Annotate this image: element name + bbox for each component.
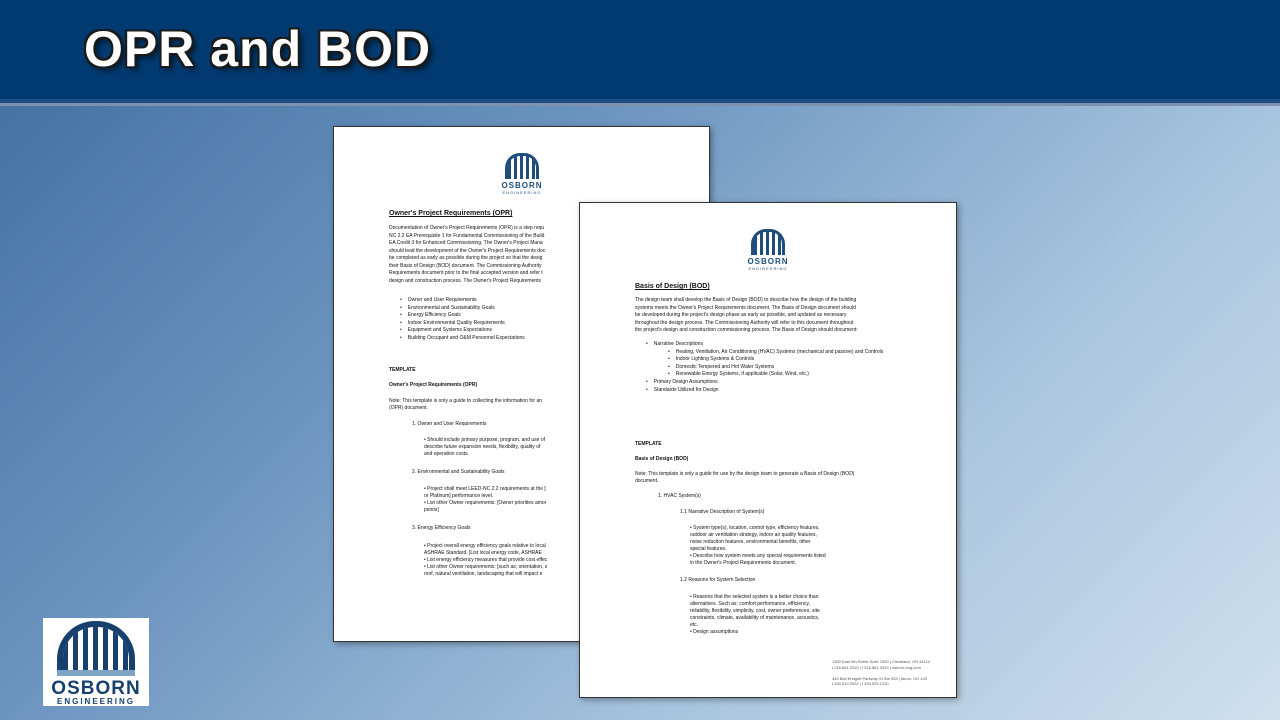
opr-doc-logo bbox=[492, 153, 552, 195]
opr-doc-section-3-text: • Project overall energy efficiency goals relative to local ASHRAE Standard. [List local energy code, ASHRAE • List energy efficiency measures that provide cost effec • List other Owner requirements: [such as; orientation, s roof, natural ventilation, landscaping that will impact e bbox=[424, 543, 548, 577]
logo-base-bar bbox=[57, 670, 135, 676]
bod-doc-section-1-1-text: • System type(s), location, control type, efficiency features, outdoor air ventilation strategy, indoor air quality features, noise reduction features, environmental benefits, other special features. • Describe how system meets any special requirements listed in the Owner's Project Requirements document. bbox=[690, 525, 826, 566]
opr-doc-section-2-text: • Project shall meet LEED-NC 2.2 requirements at the [ or Platinum] performance level. • List other Owner requirements: [Owner priorities amor points] bbox=[424, 486, 547, 513]
logo-name: OSBORN bbox=[51, 678, 141, 699]
list-item: • Indoor Lighting Systems & Controls bbox=[646, 356, 946, 364]
opr-doc-section-1-text: • Should include primary purpose, program, and use of describe future expansion needs, flexibility, quality of and operation costs. bbox=[424, 437, 545, 457]
bod-doc-title: Basis of Design (BOD) bbox=[635, 283, 710, 290]
osborn-logo-icon bbox=[751, 229, 785, 255]
opr-doc-section-2: 2. Environmental and Sustainability Goals bbox=[412, 469, 505, 475]
opr-doc-bullets bbox=[400, 297, 525, 343]
list-item: • Narrative Descriptions bbox=[646, 341, 946, 349]
opr-doc-section-1: 1. Owner and User Requirements bbox=[412, 421, 487, 427]
list-item: • Primary Design Assumptions bbox=[646, 379, 946, 387]
opr-doc-note: Note: This template is only a guide to collecting the information for an (OPR) document. bbox=[389, 398, 543, 411]
list-item: • Indoor Environmental Quality Requirements bbox=[400, 320, 525, 328]
bod-doc-template-label: TEMPLATE bbox=[635, 441, 662, 447]
list-item: • Heating, Ventilation, Air Conditioning (HVAC) Systems (mechanical and passive) and Controls bbox=[646, 349, 946, 357]
list-item: • Energy Efficiency Goals bbox=[400, 312, 525, 320]
opr-doc-logo-tagline: ENGINEERING bbox=[502, 190, 542, 195]
bod-doc-logo-name: OSBORN bbox=[747, 257, 789, 266]
bod-doc-section-1-2-text: • Reasons that the selected system is a better choice than alternatives. Such as; comfort performance, efficiency, reliability, flexibility, simplicity, cost, owner preferences, site constraints, climate, availability of maintenance, acoustics, etc. • Design assumptions bbox=[690, 594, 820, 635]
bod-doc-logo-tagline: ENGINEERING bbox=[748, 266, 788, 271]
slide-title: OPR and BOD bbox=[84, 21, 432, 77]
opr-doc-template-label: TEMPLATE bbox=[389, 367, 416, 373]
bod-doc-template-title: Basis of Design (BOD) bbox=[635, 456, 689, 462]
list-item: • Domestic Tempered and Hot Water Systems bbox=[646, 364, 946, 372]
opr-doc-title: Owner's Project Requirements (OPR) bbox=[389, 210, 513, 217]
opr-doc-intro: Documentation of Owner's Project Requirements (OPR) is a step requ NC 2.2 EA Prerequisite 1 for Fundamental Commissioning of the Build EA Credit 3 for Enhanced Commissioning. The Owner's Project Mana should lead the development of the Owner's Project Requirements doc be completed as early as possible during the project so that the desig their Basis of Design (BOD) document. The Commissioning Authority Requirements document prior to the final accepted version and refer t design and construction process. The Owner's Project Requirements bbox=[389, 225, 546, 284]
bod-doc-section-1: 1. HVAC System(s) bbox=[658, 493, 701, 499]
list-item: • Building Occupant and O&M Personnel Expectations bbox=[400, 335, 525, 343]
osborn-logo-icon bbox=[57, 621, 135, 673]
bod-doc-logo bbox=[738, 229, 798, 271]
slide-header bbox=[0, 0, 1280, 106]
osborn-logo-icon bbox=[505, 153, 539, 179]
list-item: • Renewable Energy Systems, if applicable (Solar, Wind, etc.) bbox=[646, 371, 946, 379]
bod-document-image bbox=[579, 202, 957, 698]
list-item: • Equipment and Systems Expectations bbox=[400, 327, 525, 335]
list-item: • Environmental and Sustainability Goals bbox=[400, 305, 525, 313]
bod-doc-section-1-2: 1.2 Reasons for System Selection bbox=[680, 577, 756, 583]
company-logo bbox=[43, 618, 149, 706]
bod-doc-section-1-1: 1.1 Narrative Description of System(s) bbox=[680, 509, 765, 515]
opr-doc-section-3: 3. Energy Efficiency Goals bbox=[412, 525, 471, 531]
bod-doc-bullets bbox=[646, 341, 946, 394]
opr-doc-logo-name: OSBORN bbox=[501, 181, 543, 190]
list-item: • Standards Utilized for Design bbox=[646, 387, 946, 395]
opr-doc-template-title: Owner's Project Requirements (OPR) bbox=[389, 382, 478, 388]
bod-doc-note: Note: This template is only a guide for use by the design team to generate a Basis of Design (BOD) document. bbox=[635, 471, 855, 484]
list-item: • Owner and User Requirements bbox=[400, 297, 525, 305]
logo-tagline: ENGINEERING bbox=[56, 697, 135, 706]
bod-doc-intro: The design team shall develop the Basis of Design (BOD) to describe how the design of the building systems meets the Owner's Project Requirements document. The Basis of Design document should be developed during the project's design phase as early as possible, and updated as necessary throughout the design process. The Commissioning Authority will refer to this document throughout the project's design and construction commissioning process. The Basis of Design should document: bbox=[635, 297, 858, 333]
bod-doc-footer: 1300 East 9th Street Suite 1500 | Cleveland, OH 44114 t 216.861.2020 | f 216.861.3329 | osborn-eng.com 440 Bell Eridgett Parkway St Ste 333 | Akron, OH 443 t 330.510.2022 | f 330.529.2120 bbox=[832, 659, 930, 686]
